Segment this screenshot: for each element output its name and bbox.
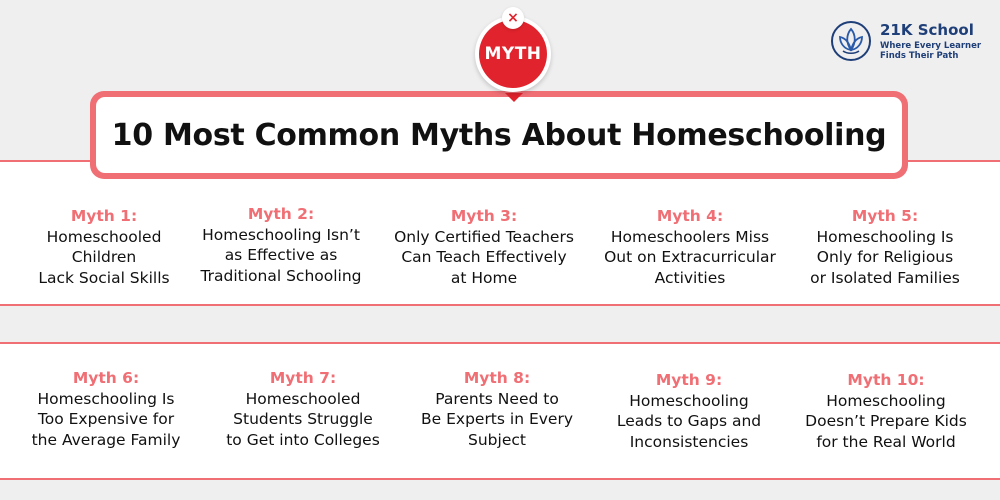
- myth-label: Myth 4:: [656, 207, 724, 225]
- myth-text-line: Inconsistencies: [629, 432, 749, 451]
- myth-label: Myth 9:: [655, 371, 723, 389]
- myth-text-line: Too Expensive for: [37, 410, 175, 428]
- lotus-icon: [830, 20, 872, 62]
- myth-card-10: [788, 370, 984, 452]
- myth-text-line: Homeschooling: [826, 391, 946, 410]
- myth-card-9: [591, 370, 787, 452]
- myth-text-line: Activities: [654, 268, 726, 287]
- myth-card-2: [183, 204, 379, 286]
- logo-tagline-line: Finds Their Path: [880, 51, 959, 61]
- myth-label: Myth 2:: [247, 205, 315, 223]
- myth-card-6: [8, 368, 204, 450]
- myth-label: Myth 10:: [847, 371, 925, 389]
- myth-text-line: Out on Extracurricular: [604, 248, 776, 266]
- myth-text-line: Homeschoolers Miss: [610, 227, 770, 246]
- close-icon: ×: [502, 7, 524, 29]
- myth-card-5: [787, 206, 983, 288]
- myth-badge: [475, 10, 551, 92]
- myth-text-line: Can Teach Effectively: [401, 248, 567, 266]
- myth-text-line: or Isolated Families: [810, 268, 960, 287]
- myth-text-line: Doesn’t Prepare Kids: [805, 412, 967, 430]
- myth-text-line: Traditional Schooling: [200, 266, 362, 285]
- title-banner: [90, 91, 908, 179]
- myth-badge-label: MYTH: [479, 20, 547, 88]
- myth-text-line: Homeschooling Is: [816, 227, 954, 246]
- myth-text-line: Only for Religious: [816, 248, 954, 266]
- title-banner-inner: [96, 97, 902, 173]
- myth-text-line: for the Real World: [816, 432, 956, 451]
- myth-card-8: [399, 368, 595, 450]
- logo-name: 21K School: [880, 21, 974, 39]
- myth-label: Myth 7:: [269, 369, 337, 387]
- brand-logo: [830, 18, 980, 66]
- myth-card-1: [6, 206, 202, 288]
- myth-label: Myth 3:: [450, 207, 518, 225]
- myth-text-line: Lack Social Skills: [38, 268, 170, 287]
- myth-text-line: the Average Family: [31, 430, 181, 449]
- myth-text-line: Subject: [468, 430, 526, 449]
- logo-tagline: [880, 41, 981, 61]
- myth-text-line: Homeschooling: [629, 391, 749, 410]
- page-title: 10 Most Common Myths About Homeschooling: [111, 117, 887, 153]
- myth-text-line: Homeschooling Isn’t: [202, 225, 360, 244]
- badge-pointer: [505, 93, 523, 102]
- myth-text-line: Only Certified Teachers: [394, 227, 574, 246]
- myth-text-line: Parents Need to: [435, 389, 559, 408]
- myth-card-3: [386, 206, 582, 288]
- myth-text-line: Homeschooling Is: [37, 389, 175, 408]
- myth-text-line: Children: [71, 248, 137, 266]
- logo-tagline-line: Where Every Learner: [880, 41, 982, 51]
- myth-text-line: Leads to Gaps and: [616, 412, 762, 430]
- myth-text-line: to Get into Colleges: [226, 430, 380, 449]
- myth-label: Myth 6:: [72, 369, 140, 387]
- myth-text-line: Homeschooled: [245, 389, 361, 408]
- myth-card-4: [592, 206, 788, 288]
- myth-label: Myth 1:: [70, 207, 138, 225]
- myth-text-line: Students Struggle: [233, 410, 373, 428]
- myth-card-7: [205, 368, 401, 450]
- myth-text-line: at Home: [450, 268, 518, 287]
- myth-label: Myth 8:: [463, 369, 531, 387]
- myth-text-line: Be Experts in Every: [421, 410, 573, 428]
- myth-text-line: as Effective as: [224, 246, 338, 264]
- myth-label: Myth 5:: [851, 207, 919, 225]
- myth-text-line: Homeschooled: [46, 227, 162, 246]
